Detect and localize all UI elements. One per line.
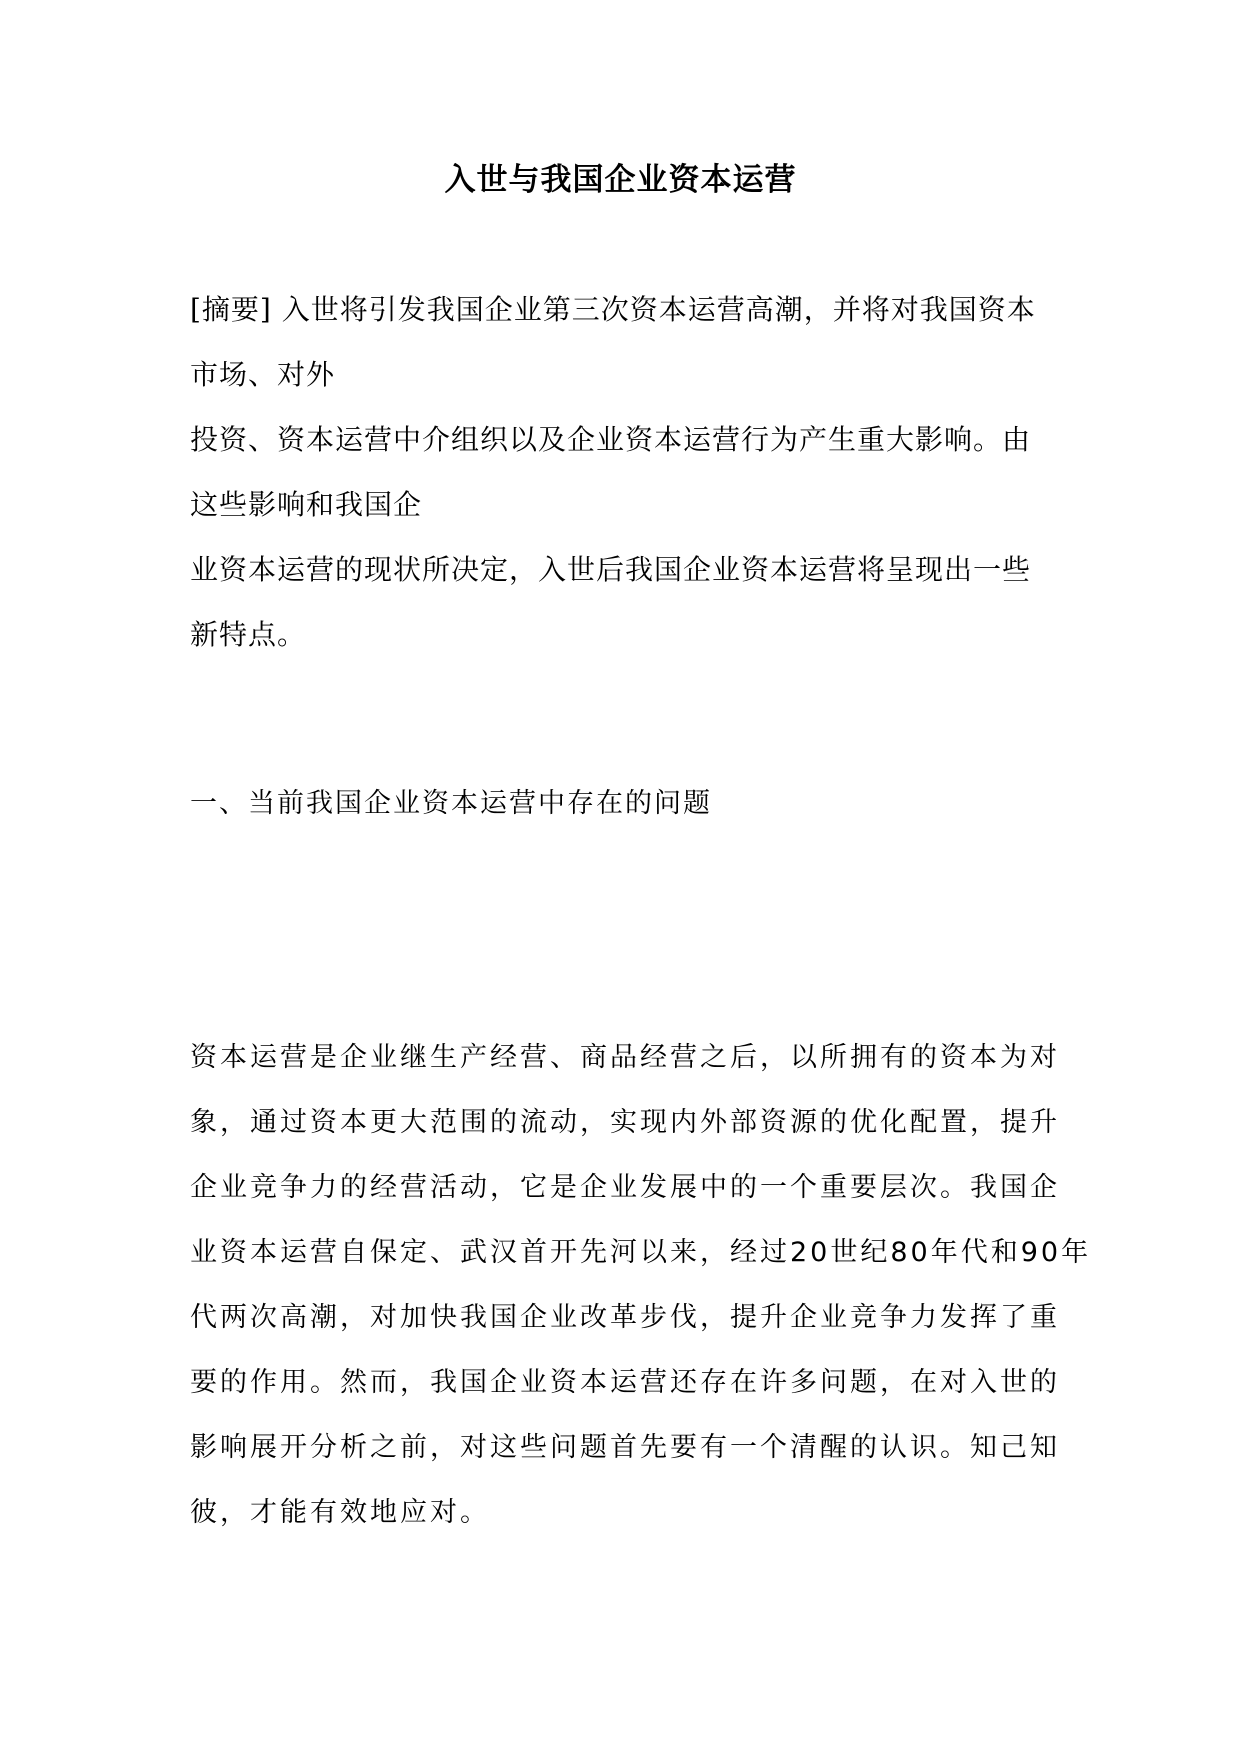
body-line: 资本运营是企业继生产经营、商品经营之后，以所拥有的资本为对 [190,1042,1060,1073]
body-line: 要的作用。然而，我国企业资本运营还存在许多问题，在对入世的 [190,1367,1060,1398]
body-line: 彼，才能有效地应对。 [190,1497,490,1528]
body-line: 企业竞争力的经营活动，它是企业发展中的一个重要层次。我国企 [190,1172,1060,1203]
body-line: 业资本运营自保定、武汉首开先河以来，经过20世纪80年代和90年 [190,1237,1092,1268]
body-line: 象，通过资本更大范围的流动，实现内外部资源的优化配置，提升 [190,1107,1060,1138]
section-heading: 一、当前我国企业资本运营中存在的问题 [190,788,712,819]
abstract-line: 投资、资本运营中介组织以及企业资本运营行为产生重大影响。由 [190,423,1032,456]
abstract-line: 市场、对外 [190,358,336,391]
body-line: 影响展开分析之前，对这些问题首先要有一个清醒的认识。知己知 [190,1432,1060,1463]
abstract-line: 这些影响和我国企 [190,488,423,521]
body-line: 代两次高潮，对加快我国企业改革步伐，提升企业竞争力发挥了重 [190,1302,1060,1333]
document-title: 入世与我国企业资本运营 [444,162,797,198]
abstract-line: [摘要] 入世将引发我国企业第三次资本运营高潮，并将对我国资本 [190,293,1036,326]
abstract-line: 新特点。 [190,618,307,651]
abstract-line: 业资本运营的现状所决定，入世后我国企业资本运营将呈现出一些 [190,553,1032,586]
